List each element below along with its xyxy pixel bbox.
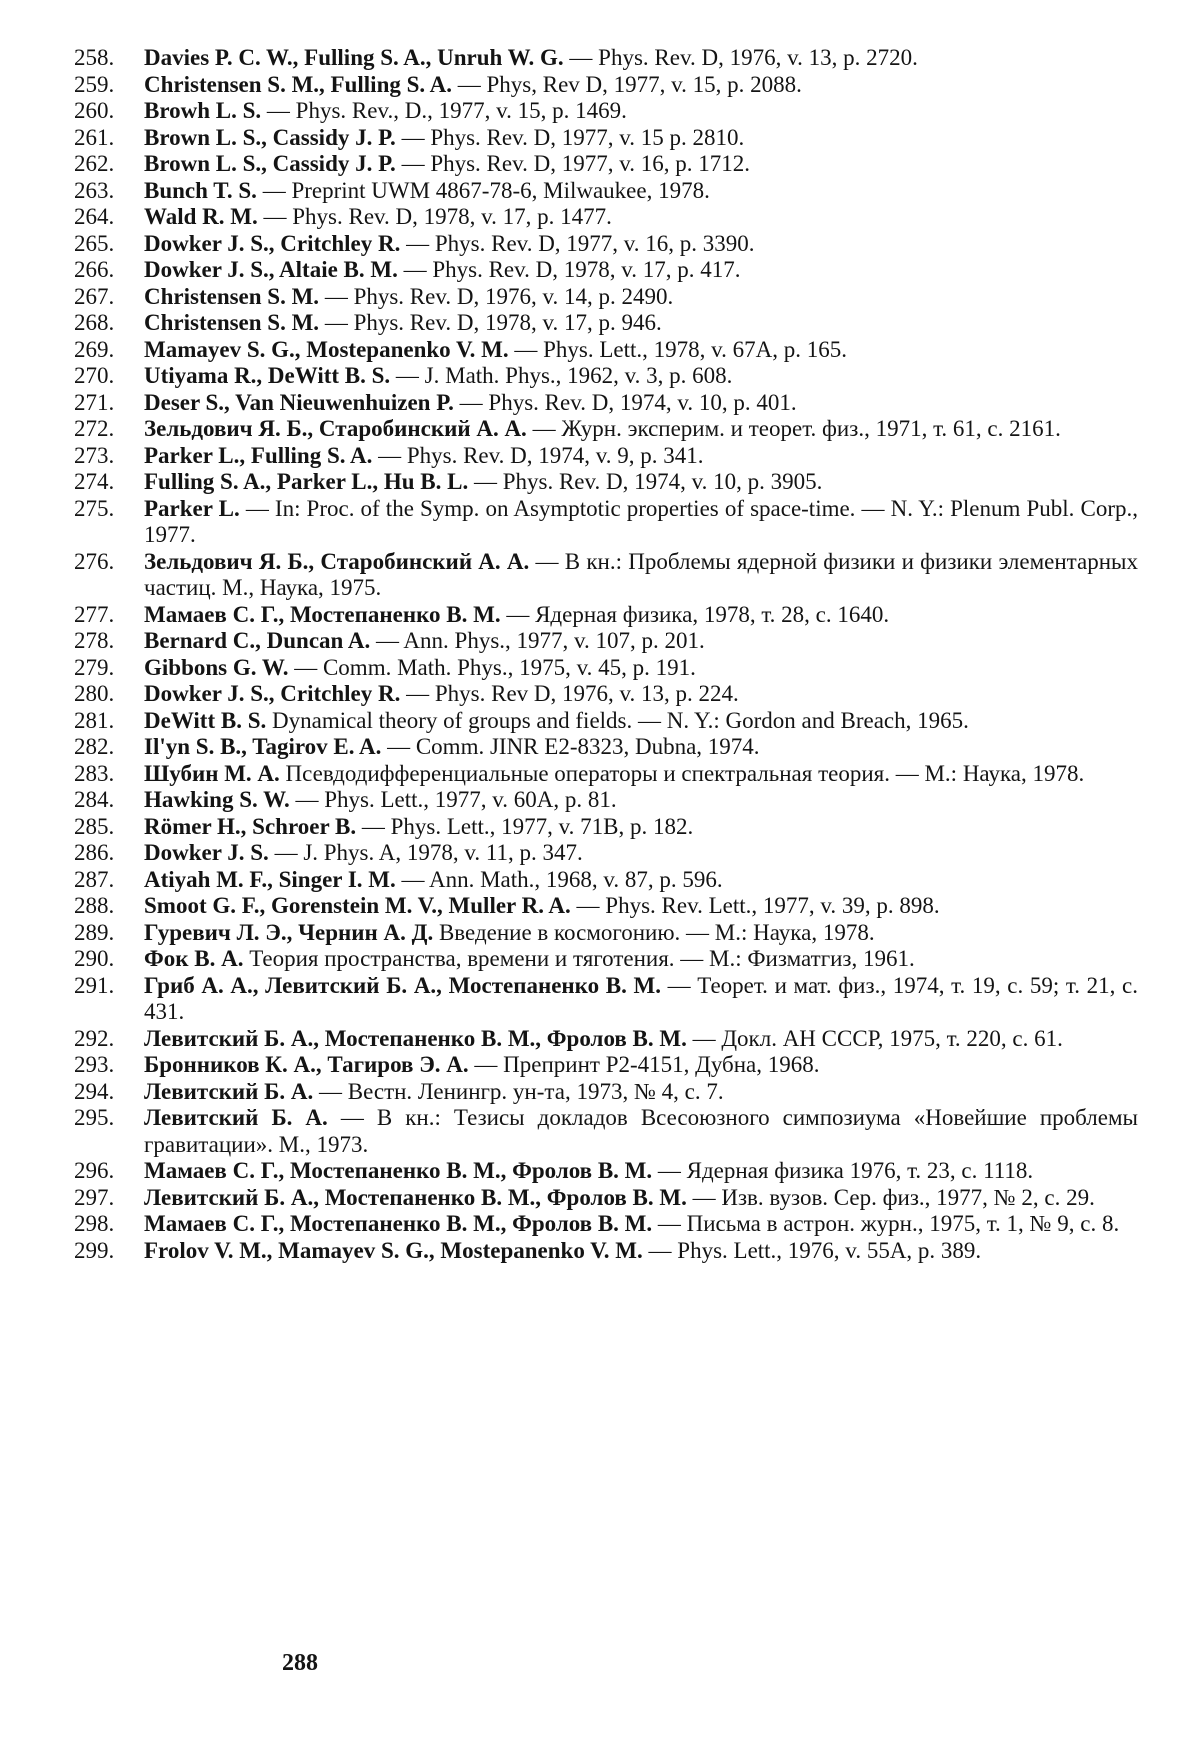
reference-body — [144, 867, 1138, 894]
reference-item — [74, 973, 1138, 1026]
reference-citation: — Phys. Lett., 1977, v. 60A, p. 81. — [289, 787, 617, 812]
reference-citation: — Письма в астрон. журн., 1975, т. 1, № 9, с. 8. — [652, 1211, 1120, 1236]
reference-body — [144, 390, 1138, 417]
reference-number: 278. — [74, 628, 115, 653]
reference-citation: — Phys. Rev. D, 1974, v. 9, p. 341. — [372, 442, 704, 468]
reference-authors: Мамаев С. Г., Мостепаненко В. М. — [144, 601, 501, 627]
reference-body — [144, 443, 1138, 470]
reference-citation: — Ядерная физика, 1978, т. 28, с. 1640. — [500, 601, 890, 627]
reference-citation: — Phys. Rev. D, 1978, v. 17, p. 417. — [397, 257, 741, 282]
reference-citation: — Phys. Lett., 1978, v. 67A, p. 165. — [508, 336, 848, 362]
reference-item — [74, 1158, 1138, 1185]
reference-authors: Utiyama R., DeWitt B. S. — [144, 363, 391, 388]
reference-citation: — Phys. Rev., D., 1977, v. 15, p. 1469. — [261, 98, 627, 123]
reference-authors: Browh L. S. — [144, 98, 262, 123]
reference-authors: Mamayev S. G., Mostepanenko V. M. — [144, 336, 509, 362]
reference-authors: Мамаев С. Г., Мостепаненко В. М., Фролов В. М. — [144, 1158, 653, 1183]
reference-citation: — Препринт Р2-4151, Дубна, 1968. — [468, 1052, 820, 1077]
reference-number: 294. — [74, 1078, 115, 1104]
reference-authors: Brown L. S., Cassidy J. P. — [144, 151, 396, 176]
reference-citation: — Phys. Rev. D, 1976, v. 13, p. 2720. — [563, 45, 918, 70]
reference-number: 260. — [74, 98, 115, 123]
reference-item — [74, 867, 1138, 894]
reference-citation: — Изв. вузов. Сер. физ., 1977, № 2, с. 29. — [686, 1184, 1095, 1210]
reference-body — [144, 1026, 1138, 1053]
reference-citation: — In: Proc. of the Symp. on Asymptotic properties of space-time. — N. Y.: Plenum Publ. Corp., 1977. — [144, 495, 1138, 547]
reference-authors: Мамаев С. Г., Мостепаненко В. М., Фролов В. М. — [144, 1211, 653, 1236]
reference-body — [144, 1211, 1138, 1238]
reference-body — [144, 761, 1138, 788]
reference-authors: Parker L., Fulling S. A. — [144, 442, 373, 468]
reference-body — [144, 814, 1138, 841]
reference-citation: — Comm. JINR E2-8323, Dubna, 1974. — [381, 734, 760, 759]
reference-body — [144, 920, 1138, 947]
reference-item — [74, 708, 1138, 735]
reference-number: 268. — [74, 310, 115, 335]
reference-citation: Dynamical theory of groups and fields. — N. Y.: Gordon and Breach, 1965. — [266, 707, 969, 733]
reference-authors: Römer H., Schroer B. — [144, 813, 357, 839]
reference-citation: — В кн.: Проблемы ядерной физики и физики элементарных частиц. М., Наука, 1975. — [144, 548, 1138, 600]
reference-body — [144, 257, 1138, 284]
reference-number: 284. — [74, 787, 115, 812]
reference-number: 297. — [74, 1184, 115, 1210]
reference-number: 285. — [74, 813, 115, 839]
reference-number: 266. — [74, 257, 115, 282]
reference-item — [74, 443, 1138, 470]
reference-item — [74, 761, 1138, 788]
reference-body — [144, 125, 1138, 152]
reference-body — [144, 98, 1138, 125]
reference-item — [74, 390, 1138, 417]
reference-item — [74, 549, 1138, 602]
reference-authors: Smoot G. F., Gorenstein M. V., Muller R. A. — [144, 893, 571, 918]
reference-citation: — Ann. Math., 1968, v. 87, p. 596. — [395, 866, 723, 892]
reference-body — [144, 1105, 1138, 1158]
reference-body — [144, 973, 1138, 1026]
reference-item — [74, 469, 1138, 496]
reference-citation: — Phys. Rev. D, 1977, v. 15 p. 2810. — [395, 124, 745, 150]
reference-item — [74, 893, 1138, 920]
reference-item — [74, 787, 1138, 814]
reference-authors: Левитский Б. А., Мостепаненко В. М., Фролов В. М. — [144, 1025, 687, 1051]
reference-body — [144, 151, 1138, 178]
reference-item — [74, 628, 1138, 655]
reference-number: 264. — [74, 204, 115, 229]
reference-item — [74, 1185, 1138, 1212]
reference-item — [74, 1105, 1138, 1158]
reference-item — [74, 337, 1138, 364]
reference-authors: Dowker J. S., Critchley R. — [144, 230, 401, 256]
reference-authors: Christensen S. M. — [144, 283, 320, 309]
page-number: 288 — [282, 1650, 318, 1676]
reference-item — [74, 655, 1138, 682]
reference-authors: Bunch T. S. — [144, 177, 257, 203]
reference-number: 292. — [74, 1025, 115, 1051]
reference-authors: Christensen S. M. — [144, 310, 320, 335]
reference-number: 263. — [74, 177, 115, 203]
reference-citation: Введение в космогонию. — М.: Наука, 1978. — [433, 919, 875, 945]
reference-number: 272. — [74, 416, 115, 441]
reference-body — [144, 45, 1138, 72]
reference-item — [74, 125, 1138, 152]
reference-number: 277. — [74, 601, 115, 627]
reference-body — [144, 337, 1138, 364]
reference-item — [74, 946, 1138, 973]
reference-item — [74, 178, 1138, 205]
reference-authors: Dowker J. S. — [144, 840, 269, 865]
reference-body — [144, 893, 1138, 920]
reference-number: 271. — [74, 389, 115, 415]
reference-body — [144, 204, 1138, 231]
reference-number: 276. — [74, 548, 115, 574]
reference-authors: Davies P. C. W., Fulling S. A., Unruh W. G. — [144, 45, 564, 70]
reference-body — [144, 787, 1138, 814]
reference-authors: Frolov V. M., Mamayev S. G., Mostepanenko V. M. — [144, 1237, 643, 1263]
reference-citation: — Phys. Rev. D, 1976, v. 14, p. 2490. — [319, 283, 674, 309]
reference-number: 270. — [74, 363, 115, 388]
reference-authors: Левитский Б. А. — [144, 1105, 328, 1130]
reference-item — [74, 734, 1138, 761]
reference-authors: Dowker J. S., Altaie B. M. — [144, 257, 398, 282]
reference-body — [144, 231, 1138, 258]
reference-citation: — Preprint UWM 4867-78-6, Milwaukee, 1978. — [256, 177, 710, 203]
reference-body — [144, 72, 1138, 99]
reference-number: 289. — [74, 919, 115, 945]
reference-number: 273. — [74, 442, 115, 468]
reference-number: 298. — [74, 1211, 115, 1236]
reference-body — [144, 1079, 1138, 1106]
reference-item — [74, 840, 1138, 867]
reference-authors: Gibbons G. W. — [144, 654, 289, 680]
reference-item — [74, 231, 1138, 258]
reference-authors: Hawking S. W. — [144, 787, 290, 812]
reference-number: 291. — [74, 972, 115, 998]
reference-item — [74, 1079, 1138, 1106]
reference-body — [144, 310, 1138, 337]
reference-item — [74, 681, 1138, 708]
reference-number: 259. — [74, 71, 115, 97]
reference-citation: — Phys, Rev D, 1977, v. 15, p. 2088. — [452, 71, 802, 97]
reference-item — [74, 814, 1138, 841]
reference-number: 279. — [74, 654, 115, 680]
reference-citation: — Phys. Lett., 1976, v. 55A, p. 389. — [642, 1237, 982, 1263]
reference-item — [74, 920, 1138, 947]
reference-item — [74, 257, 1138, 284]
reference-authors: Parker L. — [144, 495, 240, 521]
reference-authors: Фок В. А. — [144, 946, 244, 971]
reference-number: 258. — [74, 45, 115, 70]
reference-body — [144, 1158, 1138, 1185]
reference-citation: — Ann. Phys., 1977, v. 107, p. 201. — [370, 628, 705, 653]
reference-citation: — J. Math. Phys., 1962, v. 3, p. 608. — [390, 363, 733, 388]
reference-body — [144, 549, 1138, 602]
reference-body — [144, 681, 1138, 708]
reference-body — [144, 708, 1138, 735]
reference-authors: Левитский Б. А. — [144, 1078, 314, 1104]
reference-citation: — Докл. АН СССР, 1975, т. 220, с. 61. — [686, 1025, 1063, 1051]
reference-item — [74, 45, 1138, 72]
reference-authors: Fulling S. A., Parker L., Hu B. L. — [144, 469, 469, 494]
reference-citation: — Phys. Rev. D, 1974, v. 10, p. 401. — [453, 389, 797, 415]
reference-number: 281. — [74, 707, 115, 733]
reference-number: 299. — [74, 1237, 115, 1263]
reference-citation: — Phys. Rev. D, 1978, v. 17, p. 1477. — [257, 204, 612, 229]
reference-citation: — Phys. Rev. Lett., 1977, v. 39, p. 898. — [570, 893, 940, 918]
reference-body — [144, 416, 1138, 443]
reference-number: 296. — [74, 1158, 115, 1183]
reference-authors: Зельдович Я. Б., Старобинский А. А. — [144, 548, 530, 574]
reference-authors: Deser S., Van Nieuwenhuizen P. — [144, 389, 454, 415]
reference-authors: Il'yn S. B., Tagirov E. A. — [144, 734, 382, 759]
reference-item — [74, 1026, 1138, 1053]
reference-body — [144, 1185, 1138, 1212]
reference-number: 282. — [74, 734, 115, 759]
reference-authors: Atiyah M. F., Singer I. M. — [144, 866, 396, 892]
reference-citation: — В кн.: Тезисы докладов Всесоюзного симпозиума «Новейшие проблемы гравитации». М., 1973. — [144, 1105, 1138, 1157]
reference-citation: — Теорет. и мат. физ., 1974, т. 19, с. 59; т. 21, с. 431. — [144, 972, 1138, 1024]
reference-authors: Зельдович Я. Б., Старобинский А. А. — [144, 416, 527, 441]
reference-body — [144, 655, 1138, 682]
reference-authors: Brown L. S., Cassidy J. P. — [144, 124, 396, 150]
reference-number: 280. — [74, 681, 115, 706]
reference-body — [144, 178, 1138, 205]
reference-list — [74, 45, 1138, 1264]
reference-authors: Левитский Б. А., Мостепаненко В. М., Фролов В. М. — [144, 1184, 687, 1210]
reference-item — [74, 1052, 1138, 1079]
reference-authors: Шубин М. А. — [144, 760, 280, 786]
reference-body — [144, 734, 1138, 761]
reference-body — [144, 1238, 1138, 1265]
reference-number: 269. — [74, 336, 115, 362]
reference-citation: — Phys. Rev. D, 1977, v. 16, p. 3390. — [400, 230, 755, 256]
reference-item — [74, 72, 1138, 99]
reference-number: 262. — [74, 151, 115, 176]
reference-authors: Гуревич Л. Э., Чернин А. Д. — [144, 919, 434, 945]
reference-citation: Псевдодифференциальные операторы и спектральная теория. — М.: Наука, 1978. — [279, 760, 1085, 786]
reference-item — [74, 1211, 1138, 1238]
reference-body — [144, 363, 1138, 390]
reference-item — [74, 284, 1138, 311]
reference-item — [74, 151, 1138, 178]
reference-body — [144, 469, 1138, 496]
reference-citation: — Phys. Rev. D, 1974, v. 10, p. 3905. — [468, 469, 823, 494]
reference-number: 283. — [74, 760, 115, 786]
reference-number: 287. — [74, 866, 115, 892]
reference-item — [74, 602, 1138, 629]
reference-item — [74, 1238, 1138, 1265]
reference-number: 267. — [74, 283, 115, 309]
reference-number: 265. — [74, 230, 115, 256]
reference-item — [74, 496, 1138, 549]
reference-citation: — Phys. Rev D, 1976, v. 13, p. 224. — [400, 681, 739, 706]
reference-body — [144, 946, 1138, 973]
reference-item — [74, 204, 1138, 231]
reference-citation: — Ядерная физика 1976, т. 23, с. 1118. — [652, 1158, 1034, 1183]
reference-authors: Bernard C., Duncan A. — [144, 628, 371, 653]
reference-number: 275. — [74, 495, 115, 521]
reference-item — [74, 98, 1138, 125]
reference-citation: — Phys. Lett., 1977, v. 71B, p. 182. — [356, 813, 694, 839]
reference-body — [144, 840, 1138, 867]
reference-number: 293. — [74, 1052, 115, 1077]
reference-body — [144, 1052, 1138, 1079]
reference-body — [144, 628, 1138, 655]
reference-number: 295. — [74, 1105, 115, 1130]
reference-item — [74, 363, 1138, 390]
reference-authors: DeWitt B. S. — [144, 707, 267, 733]
reference-number: 274. — [74, 469, 115, 494]
reference-authors: Бронников К. А., Тагиров Э. А. — [144, 1052, 469, 1077]
reference-citation: Теория пространства, времени и тяготения. — М.: Физматгиз, 1961. — [243, 946, 915, 971]
reference-citation: — Phys. Rev. D, 1978, v. 17, p. 946. — [319, 310, 662, 335]
reference-authors: Гриб А. А., Левитский Б. А., Мостепаненко В. М. — [144, 972, 661, 998]
reference-body — [144, 602, 1138, 629]
reference-citation: — Вестн. Ленингр. ун-та, 1973, № 4, с. 7. — [313, 1078, 724, 1104]
reference-authors: Wald R. M. — [144, 204, 258, 229]
reference-citation: — Phys. Rev. D, 1977, v. 16, p. 1712. — [395, 151, 750, 176]
reference-number: 261. — [74, 124, 115, 150]
reference-number: 290. — [74, 946, 115, 971]
reference-citation: — J. Phys. A, 1978, v. 11, p. 347. — [268, 840, 583, 865]
reference-body — [144, 496, 1138, 549]
reference-number: 286. — [74, 840, 115, 865]
reference-number: 288. — [74, 893, 115, 918]
reference-item — [74, 416, 1138, 443]
reference-citation: — Comm. Math. Phys., 1975, v. 45, p. 191. — [288, 654, 696, 680]
reference-item — [74, 310, 1138, 337]
reference-authors: Christensen S. M., Fulling S. A. — [144, 71, 452, 97]
reference-body — [144, 284, 1138, 311]
reference-authors: Dowker J. S., Critchley R. — [144, 681, 401, 706]
reference-citation: — Журн. эксперим. и теорет. физ., 1971, т. 61, с. 2161. — [526, 416, 1061, 441]
